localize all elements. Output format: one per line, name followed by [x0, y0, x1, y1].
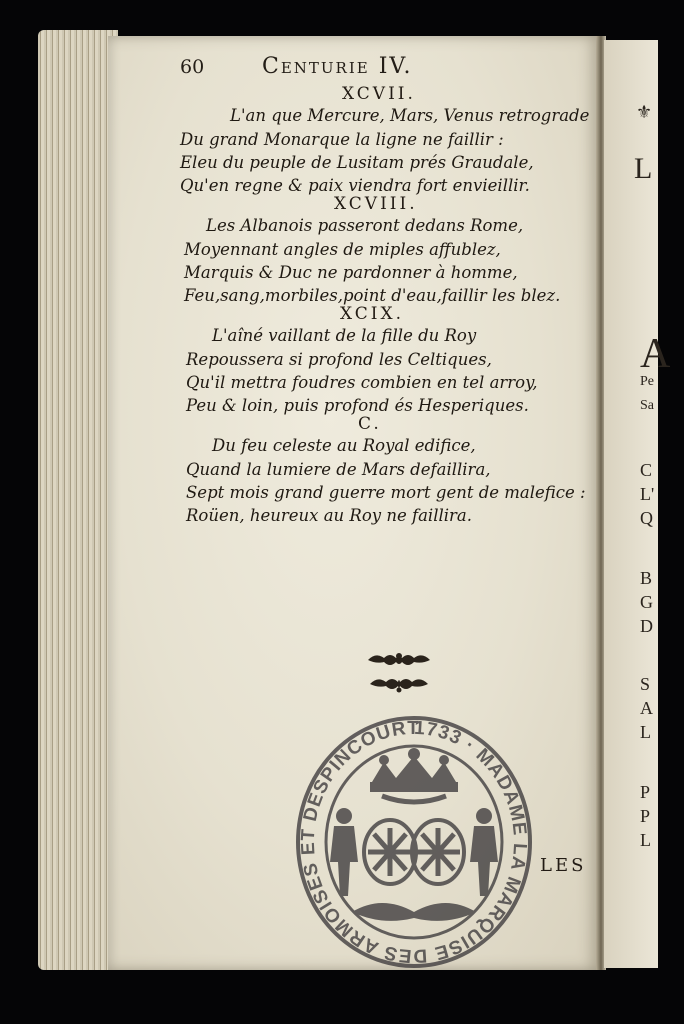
- stamp-legend: 1733 · MADAME LA MARQUISE DES ARMOISES ET DESPINCOURT: [297, 717, 531, 967]
- verse-line: Quand la lumiere de Mars defaillira,: [186, 460, 491, 479]
- facing-page: [604, 40, 671, 968]
- facing-fragment: L': [640, 484, 655, 504]
- facing-fragment: A: [640, 331, 671, 377]
- facing-fragment: Q: [640, 508, 653, 528]
- verse-line: Peu & loin, puis profond és Hesperiques.: [186, 396, 529, 415]
- quatrain-number: XCVIII.: [334, 194, 418, 214]
- facing-fragment: L: [640, 830, 651, 850]
- background-frame: [0, 970, 684, 1024]
- verse-line: L'an que Mercure, Mars, Venus retrograde: [230, 106, 590, 125]
- fleuron-icon: ⚜: [636, 102, 653, 122]
- facing-fragment: L: [640, 722, 651, 742]
- verse-line: Sept mois grand guerre mort gent de malefice :: [186, 483, 586, 502]
- ownership-stamp: [292, 712, 536, 970]
- verse-line: Qu'il mettra foudres combien en tel arroy,: [186, 373, 538, 392]
- verse-line: Du grand Monarque la ligne ne faillir :: [180, 130, 504, 149]
- verse-line: Eleu du peuple de Lusitam prés Graudale,: [180, 153, 534, 172]
- verse-line: Moyennant angles de miples affublez,: [184, 240, 501, 259]
- facing-fragment: P: [640, 782, 651, 802]
- facing-fragment: A: [640, 698, 653, 718]
- facing-fragment: Pe: [640, 374, 654, 389]
- verse-line: Les Albanois passeront dedans Rome,: [206, 216, 524, 235]
- facing-fragment: C: [640, 460, 653, 480]
- page-edges: [38, 30, 118, 970]
- facing-fragment: G: [640, 592, 653, 612]
- verse-line: L'aîné vaillant de la fille du Roy: [212, 326, 477, 345]
- facing-fragment: L: [634, 152, 653, 185]
- verse-line: Feu,sang,morbiles,point d'eau,faillir les blez.: [184, 286, 561, 305]
- quatrain-number: C.: [358, 414, 382, 434]
- verse-line: Repoussera si profond les Celtiques,: [186, 350, 492, 369]
- printers-ornament-icon: [364, 650, 434, 694]
- facing-fragment: S: [640, 674, 651, 694]
- page-number: 60: [180, 56, 205, 78]
- quatrain-number: XCIX.: [340, 304, 405, 324]
- facing-fragment: P: [640, 806, 651, 826]
- facing-fragment: D: [640, 616, 653, 636]
- running-head: Centurie IV.: [262, 54, 413, 79]
- facing-fragment: B: [640, 568, 653, 588]
- catchword: LES: [540, 855, 587, 876]
- verse-line: Marquis & Duc ne pardonner à homme,: [184, 263, 518, 282]
- verse-line: Roüen, heureux au Roy ne faillira.: [186, 506, 473, 525]
- verse-line: Du feu celeste au Royal edifice,: [212, 436, 476, 455]
- facing-fragment: Sa: [640, 398, 654, 413]
- quatrain-number: XCVII.: [342, 84, 416, 104]
- verse-line: Qu'en regne & paix viendra fort envieillir.: [180, 176, 530, 195]
